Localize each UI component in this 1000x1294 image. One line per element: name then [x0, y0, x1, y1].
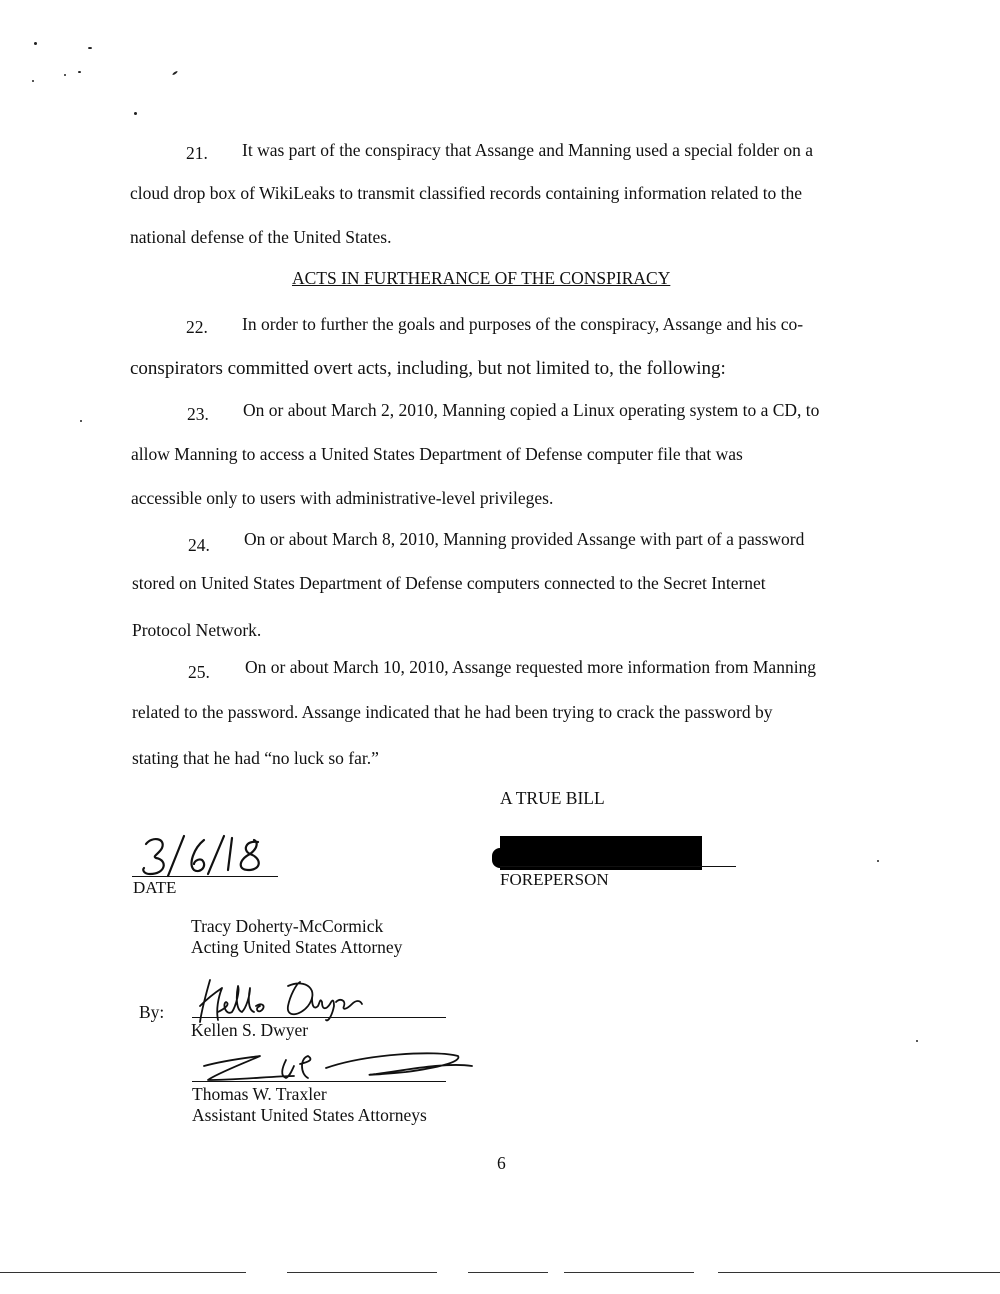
paragraph-number: 25.: [188, 662, 210, 682]
scan-speck: [34, 42, 37, 45]
paragraph-number: 22.: [186, 317, 208, 337]
paragraph-line: On or about March 10, 2010, Assange requested more information from Manning: [245, 657, 817, 677]
paragraph-line: allow Manning to access a United States Department of Defense computer file that was: [131, 444, 743, 464]
section-heading: ACTS IN FURTHERANCE OF THE CONSPIRACY: [292, 268, 671, 288]
paragraph-number: 23.: [187, 404, 209, 424]
scan-edge-line: [564, 1272, 694, 1273]
paragraph-line: On or about March 2, 2010, Manning copied a Linux operating system to a CD, to: [243, 400, 820, 420]
date-label: DATE: [133, 878, 177, 897]
signer-name: Thomas W. Traxler: [192, 1084, 327, 1104]
scan-speck: [80, 420, 82, 422]
redacted-signature: [500, 836, 702, 870]
signer-title: Assistant United States Attorneys: [192, 1105, 427, 1125]
paragraph-line: stored on United States Department of Defense computers connected to the Secret Internet: [132, 573, 766, 593]
signer-name: Kellen S. Dwyer: [191, 1020, 309, 1040]
dwyer-signature-line: [192, 1017, 446, 1018]
attorney-title: Acting United States Attorney: [191, 937, 403, 957]
scan-edge-line: [287, 1272, 437, 1273]
scan-speck: [877, 860, 879, 862]
scan-edge-line: [0, 1272, 246, 1273]
paragraph-line: accessible only to users with administrative-level privileges.: [131, 488, 554, 508]
paragraph-line: In order to further the goals and purposes of the conspiracy, Assange and his co-: [242, 314, 804, 334]
traxler-signature: [196, 1046, 476, 1086]
dwyer-signature: [196, 976, 366, 1026]
paragraph-line: cloud drop box of WikiLeaks to transmit classified records containing information related to the: [130, 183, 803, 203]
by-label: By:: [139, 1002, 165, 1022]
scan-speck: [64, 74, 66, 76]
date-signature-line: [132, 876, 278, 877]
scan-speck: [88, 47, 92, 49]
redaction-edge: [492, 848, 504, 868]
true-bill-label: A TRUE BILL: [500, 788, 605, 808]
scan-speck: [916, 1040, 918, 1042]
paragraph-number: 24.: [188, 535, 210, 555]
scan-speck: [134, 112, 137, 115]
paragraph-line: national defense of the United States.: [130, 227, 392, 247]
attorney-name: Tracy Doherty-McCormick: [191, 916, 384, 936]
scan-speck: [172, 70, 178, 75]
paragraph-number: 21.: [186, 143, 208, 163]
foreperson-label: FOREPERSON: [500, 870, 609, 889]
paragraph-line: stating that he had “no luck so far.”: [132, 748, 379, 768]
paragraph-line: related to the password. Assange indicated that he had been trying to crack the password by: [132, 702, 773, 722]
scan-edge-line: [468, 1272, 548, 1273]
page-number: 6: [497, 1153, 506, 1173]
traxler-signature-line: [192, 1081, 446, 1082]
paragraph-line: On or about March 8, 2010, Manning provided Assange with part of a password: [244, 529, 805, 549]
foreperson-signature-line: [500, 866, 736, 867]
scan-speck: [32, 80, 34, 82]
paragraph-line: It was part of the conspiracy that Assange and Manning used a special folder on a: [242, 140, 814, 160]
scan-speck: [78, 71, 81, 73]
paragraph-line: Protocol Network.: [132, 620, 262, 640]
paragraph-line: conspirators committed overt acts, including, but not limited to, the following:: [130, 358, 726, 379]
scan-edge-line: [718, 1272, 1000, 1273]
